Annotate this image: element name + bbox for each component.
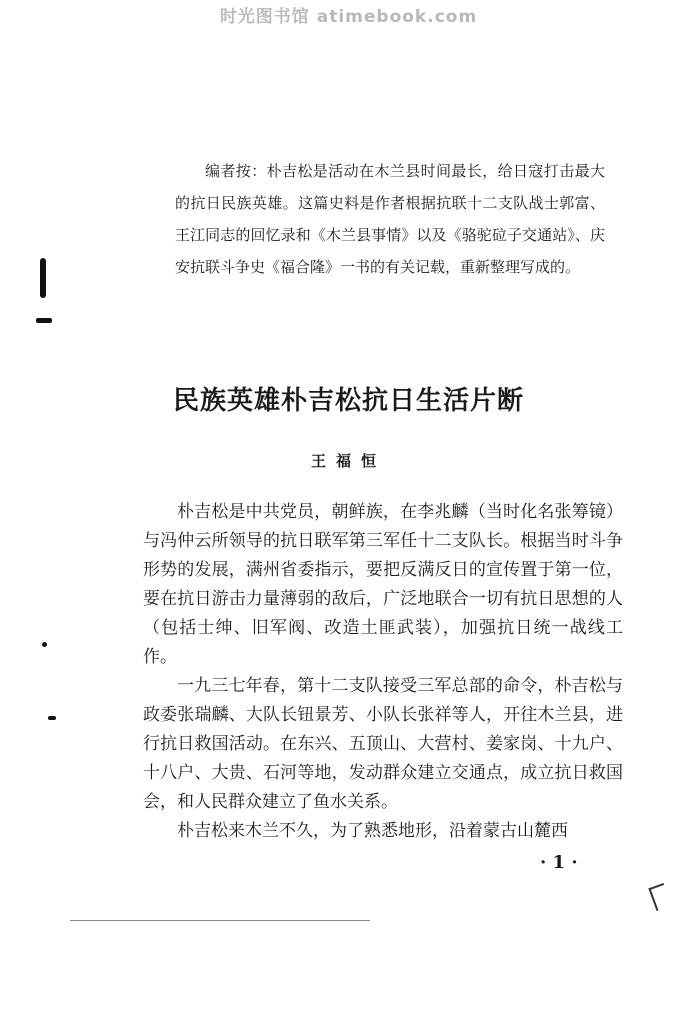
article-title: 民族英雄朴吉松抗日生活片断	[172, 386, 524, 416]
editor-note	[175, 155, 605, 283]
page-number: · 1 ·	[540, 852, 578, 873]
scan-mark	[36, 318, 52, 323]
paragraph: 一九三七年春，第十二支队接受三军总部的命令，朴吉松与政委张瑞麟、大队长钮景芳、小队长张祥等人，开往木兰县，进行抗日救国活动。在东兴、五顶山、大营村、姜家岗、十九户、十八户、大贵、石河等地，发动群众建立交通点，成立抗日救国会，和人民群众建立了鱼水关系。	[143, 676, 623, 812]
article-body	[143, 498, 623, 846]
scan-mark	[48, 716, 56, 720]
article-author: 王福恒	[310, 452, 386, 470]
editor-note-text: 编者按：朴吉松是活动在木兰县时间最长，给日寇打击最大的抗日民族英雄。这篇史料是作者根据抗联十二支队战士郭富、王江同志的回忆录和《木兰县事情》以及《骆驼砬子交通站》、庆安抗联斗争史《福合隆》一书的有关记载，重新整理写成的。	[175, 162, 605, 276]
watermark-header: 时光图书馆 atimebook.com	[219, 7, 478, 27]
scan-mark	[648, 883, 671, 911]
scan-mark	[70, 920, 370, 921]
paragraph: 朴吉松来木兰不久，为了熟悉地形，沿着蒙古山麓西	[177, 821, 568, 841]
scan-mark	[40, 258, 46, 298]
paragraph: 朴吉松是中共党员，朝鲜族，在李兆麟（当时化名张筹镜）与冯仲云所领导的抗日联军第三军任十二支队长。根据当时斗争形势的发展，满州省委指示，要把反满反日的宣传置于第一位，要在抗日游击力量薄弱的敌后，广泛地联合一切有抗日思想的人（包括士绅、旧军阀、改造土匪武装），加强抗日统一战线工作。	[143, 502, 623, 667]
scan-mark	[42, 642, 47, 647]
